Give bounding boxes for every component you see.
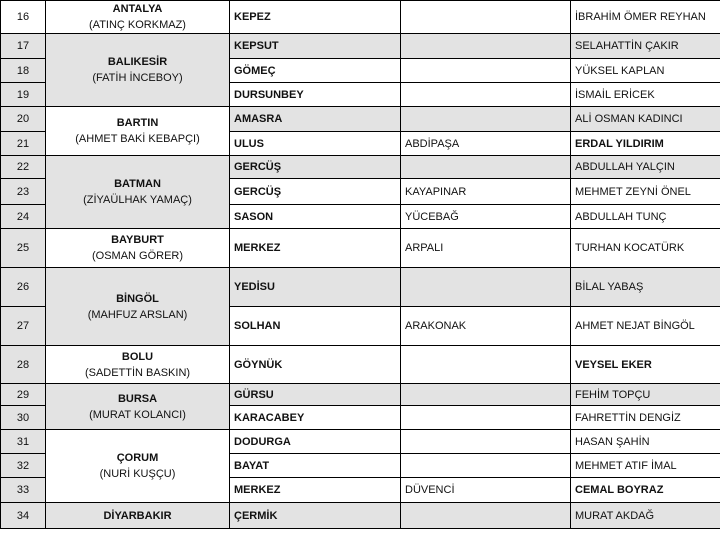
candidate-cell: ALİ OSMAN KADINCI — [571, 107, 720, 132]
candidate-cell: SELAHATTİN ÇAKIR — [571, 34, 720, 59]
neighborhood-cell: ABDİPAŞA — [401, 132, 571, 156]
province-name: BAYBURT — [111, 234, 164, 246]
table-row — [1, 34, 720, 59]
province-cell — [46, 156, 230, 229]
candidate-cell: İBRAHİM ÖMER REYHAN — [571, 1, 720, 34]
district-cell: GÖYNÜK — [230, 346, 401, 384]
neighborhood-cell — [401, 406, 571, 430]
district-cell: MERKEZ — [230, 229, 401, 268]
province-cell — [46, 34, 230, 107]
candidate-cell: FAHRETTİN DENGİZ — [571, 406, 720, 430]
table-row — [1, 268, 720, 307]
neighborhood-cell: DÜVENCİ — [401, 478, 571, 503]
province-coordinator: (ATINÇ KORKMAZ) — [89, 19, 186, 31]
neighborhood-cell — [401, 430, 571, 454]
neighborhood-cell: ARAKONAK — [401, 307, 571, 346]
district-cell: DURSUNBEY — [230, 83, 401, 107]
district-cell: YEDİSU — [230, 268, 401, 307]
district-cell: DODURGA — [230, 430, 401, 454]
row-number: 20 — [1, 107, 46, 132]
row-number: 25 — [1, 229, 46, 268]
row-number: 33 — [1, 478, 46, 503]
district-cell: KEPEZ — [230, 1, 401, 34]
province-coordinator: (MURAT KOLANCI) — [89, 408, 186, 421]
district-cell: KARACABEY — [230, 406, 401, 430]
neighborhood-cell: ARPALI — [401, 229, 571, 268]
row-number: 34 — [1, 503, 46, 529]
row-number: 32 — [1, 454, 46, 478]
row-number: 27 — [1, 307, 46, 346]
row-number: 21 — [1, 132, 46, 156]
candidate-cell: FEHİM TOPÇU — [571, 384, 720, 406]
candidate-cell: TURHAN KOCATÜRK — [571, 229, 720, 268]
province-coordinator: (FATİH İNCEBOY) — [92, 72, 183, 84]
row-number: 24 — [1, 205, 46, 229]
district-cell: KEPSUT — [230, 34, 401, 59]
neighborhood-cell — [401, 454, 571, 478]
province-name: BATMAN — [114, 178, 161, 190]
table-row — [1, 107, 720, 132]
province-coordinator: (ZİYAÜLHAK YAMAÇ) — [83, 194, 192, 206]
candidate-cell: HASAN ŞAHİN — [571, 430, 720, 454]
neighborhood-cell — [401, 156, 571, 179]
province-cell — [46, 503, 230, 529]
candidate-cell: İSMAİL ERİCEK — [571, 83, 720, 107]
province-coordinator: (MAHFUZ ARSLAN) — [87, 308, 188, 321]
province-name: DİYARBAKIR — [103, 509, 172, 522]
candidate-cell: VEYSEL EKER — [571, 346, 720, 384]
neighborhood-cell — [401, 34, 571, 59]
candidate-cell: MEHMET ZEYNİ ÖNEL — [571, 179, 720, 205]
province-cell — [46, 107, 230, 156]
neighborhood-cell — [401, 268, 571, 307]
candidate-cell: ERDAL YILDIRIM — [571, 132, 720, 156]
candidate-cell: MURAT AKDAĞ — [571, 503, 720, 529]
province-coordinator: (SADETTİN BASKIN) — [84, 366, 191, 379]
district-cell: ULUS — [230, 132, 401, 156]
district-cell: SOLHAN — [230, 307, 401, 346]
table-row — [1, 156, 720, 179]
table-row — [1, 229, 720, 268]
row-number: 22 — [1, 156, 46, 179]
table-row — [1, 503, 720, 529]
candidate-cell: ABDULLAH YALÇIN — [571, 156, 720, 179]
province-coordinator: (OSMAN GÖRER) — [91, 250, 184, 262]
candidate-cell: CEMAL BOYRAZ — [571, 478, 720, 503]
table-row — [1, 346, 720, 384]
neighborhood-cell — [401, 503, 571, 529]
row-number: 31 — [1, 430, 46, 454]
neighborhood-cell — [401, 59, 571, 83]
table-row — [1, 384, 720, 406]
row-number: 23 — [1, 179, 46, 205]
row-number: 19 — [1, 83, 46, 107]
neighborhood-cell — [401, 346, 571, 384]
row-number: 30 — [1, 406, 46, 430]
district-cell: GÜRSU — [230, 384, 401, 406]
province-cell — [46, 346, 230, 384]
province-coordinator: (AHMET BAKİ KEBAPÇI) — [75, 133, 200, 145]
district-cell: MERKEZ — [230, 478, 401, 503]
candidate-cell: BİLAL YABAŞ — [571, 268, 720, 307]
table-row — [1, 430, 720, 454]
province-cell — [46, 430, 230, 503]
province-cell — [46, 229, 230, 268]
district-cell: ÇERMİK — [230, 503, 401, 529]
district-cell: SASON — [230, 205, 401, 229]
province-name: BALIKESİR — [107, 56, 168, 68]
candidate-cell: AHMET NEJAT BİNGÖL — [571, 307, 720, 346]
neighborhood-cell — [401, 384, 571, 406]
province-name: BURSA — [117, 392, 158, 405]
candidate-cell: ABDULLAH TUNÇ — [571, 205, 720, 229]
neighborhood-cell — [401, 83, 571, 107]
row-number: 18 — [1, 59, 46, 83]
neighborhood-cell — [401, 1, 571, 34]
table-row — [1, 1, 720, 34]
neighborhood-cell — [401, 107, 571, 132]
row-number: 26 — [1, 268, 46, 307]
neighborhood-cell: KAYAPINAR — [401, 179, 571, 205]
candidate-cell: YÜKSEL KAPLAN — [571, 59, 720, 83]
row-number: 28 — [1, 346, 46, 384]
row-number: 17 — [1, 34, 46, 59]
province-cell — [46, 268, 230, 346]
district-cell: GERCÜŞ — [230, 179, 401, 205]
province-cell — [46, 1, 230, 34]
district-cell: GÖMEÇ — [230, 59, 401, 83]
province-name: BARTIN — [116, 117, 159, 129]
province-cell — [46, 384, 230, 430]
district-cell: BAYAT — [230, 454, 401, 478]
province-coordinator: (NURİ KUŞÇU) — [99, 468, 176, 480]
district-cell: AMASRA — [230, 107, 401, 132]
district-cell: GERCÜŞ — [230, 156, 401, 179]
row-number: 29 — [1, 384, 46, 406]
neighborhood-cell: YÜCEBAĞ — [401, 205, 571, 229]
province-name: ANTALYA — [112, 3, 163, 15]
province-name: BOLU — [121, 350, 154, 363]
candidate-cell: MEHMET ATIF İMAL — [571, 454, 720, 478]
province-name: BİNGÖL — [116, 292, 159, 305]
province-name: ÇORUM — [116, 452, 159, 464]
row-number: 16 — [1, 1, 46, 34]
